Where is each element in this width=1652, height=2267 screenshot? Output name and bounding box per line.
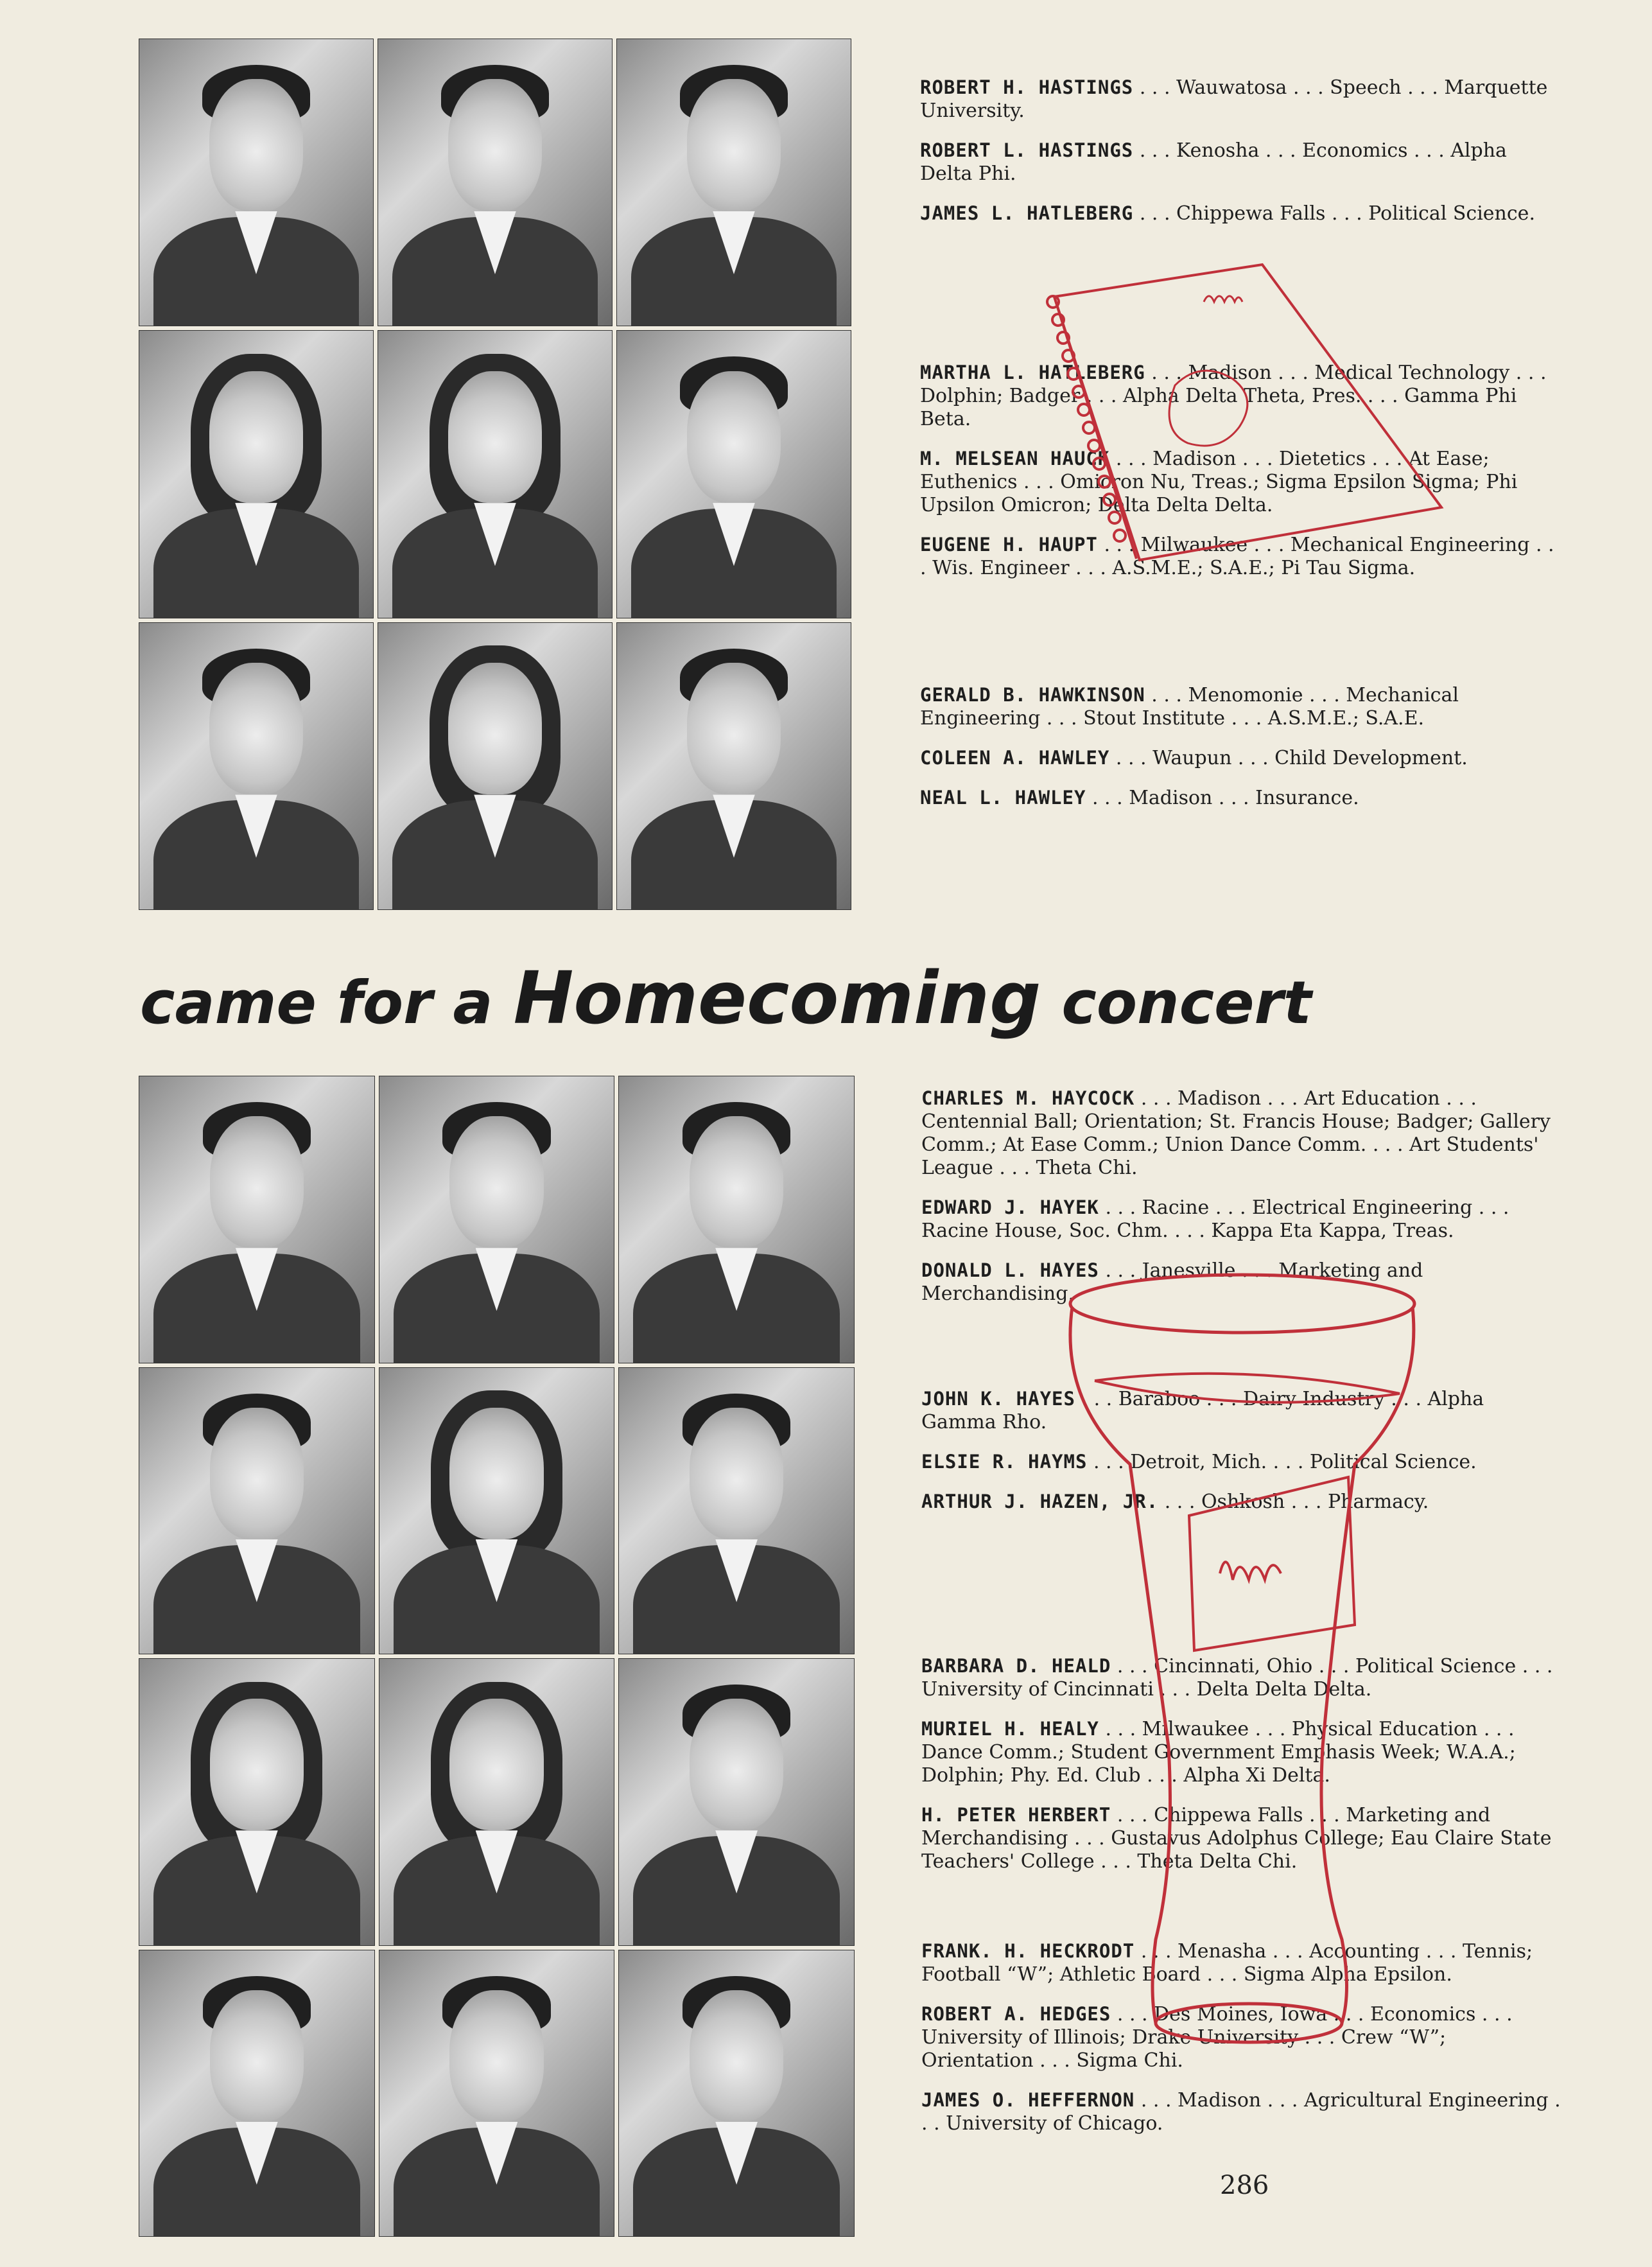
portrait-head xyxy=(210,1408,304,1539)
portrait-head xyxy=(690,1408,783,1539)
student-portrait xyxy=(618,1658,855,1946)
bio-entry: DONALD L. HAYES . . . Janesville . . . Marketing and Merchandising. xyxy=(921,1259,1423,1305)
portrait-head xyxy=(209,79,303,211)
portrait-head xyxy=(687,371,781,503)
student-portrait xyxy=(139,1367,375,1655)
top-bio-column-2 xyxy=(920,361,1560,580)
bio-entry: COLEEN A. HAWLEY . . . Waupun . . . Child Development. xyxy=(920,747,1468,769)
portrait-head xyxy=(210,1116,304,1248)
student-portrait xyxy=(378,39,613,326)
bio-entry: ARTHUR J. HAZEN, JR. . . . Oshkosh . . . Pharmacy. xyxy=(921,1491,1429,1513)
portrait-head xyxy=(449,1116,543,1248)
student-portrait xyxy=(379,1367,615,1655)
bottom-bio-column-2 xyxy=(921,1387,1561,1514)
student-portrait xyxy=(378,330,613,618)
bio-entry: ELSIE R. HAYMS . . . Detroit, Mich. . . . Political Science. xyxy=(921,1451,1477,1473)
bio-entry: EDWARD J. HAYEK . . . Racine . . . Electrical Engineering . . . Racine House, Soc. Chm. . . . Kappa Eta Kappa, Treas. xyxy=(921,1196,1509,1242)
top-bio-column xyxy=(920,76,1560,225)
bio-entry: CHARLES M. HAYCOCK . . . Madison . . . Art Education . . . Centennial Ball; Orientation; St. Francis House; Badger; Gallery Comm.; At Ease Comm.; Union Dance Comm. . . . Art Students' League . . . Theta Chi. xyxy=(921,1087,1551,1179)
bio-entry: BARBARA D. HEALD . . . Cincinnati, Ohio . . . Political Science . . . University of Cincinnati . . . Delta Delta Delta. xyxy=(921,1655,1553,1701)
bio-entry: FRANK. H. HECKRODT . . . Menasha . . . Accounting . . . Tennis; Football “W”; Athletic Board . . . Sigma Alpha Epsilon. xyxy=(921,1940,1533,1986)
portrait-head xyxy=(687,663,781,794)
portrait-head xyxy=(690,1699,783,1830)
student-portrait xyxy=(379,1658,615,1946)
student-portrait xyxy=(378,622,613,910)
portrait-head xyxy=(210,1699,304,1830)
portrait-head xyxy=(687,79,781,211)
top-portrait-grid xyxy=(139,39,851,910)
page-number: 286 xyxy=(1220,2171,1269,2200)
portrait-head xyxy=(448,663,542,794)
bio-entry: ROBERT A. HEDGES . . . Des Moines, Iowa . . . Economics . . . University of Illinois; Drake University . . . Crew “W”; Orientation . . . Sigma Chi. xyxy=(921,2003,1513,2072)
student-portrait xyxy=(139,622,374,910)
bio-entry: JOHN K. HAYES . . . Baraboo . . . Dairy Industry . . . Alpha Gamma Rho. xyxy=(921,1388,1484,1433)
bio-entry: JAMES L. HATLEBERG . . . Chippewa Falls . . . Political Science. xyxy=(920,202,1535,225)
top-bio-column-3 xyxy=(920,683,1560,810)
student-portrait xyxy=(616,39,851,326)
student-portrait xyxy=(616,330,851,618)
bio-entry: ROBERT H. HASTINGS . . . Wauwatosa . . . Speech . . . Marquette University. xyxy=(920,76,1548,122)
bottom-bio-column-3 xyxy=(921,1654,1561,1873)
portrait-head xyxy=(209,371,303,503)
section-heading: came for a Homecoming concert xyxy=(140,957,1312,1040)
portrait-head xyxy=(210,1990,304,2122)
student-portrait xyxy=(139,39,374,326)
bio-entry: MURIEL H. HEALY . . . Milwaukee . . . Physical Education . . . Dance Comm.; Student Government Emphasis Week; W.A.A.; Dolphin; Phy. Ed. Club . . . Alpha Xi Delta. xyxy=(921,1718,1516,1787)
student-portrait xyxy=(618,1367,855,1655)
portrait-head xyxy=(449,1408,543,1539)
bio-entry: JAMES O. HEFFERNON . . . Madison . . . Agricultural Engineering . . . University of Chicago. xyxy=(921,2089,1561,2135)
bottom-bio-column-4 xyxy=(921,1939,1561,2135)
portrait-head xyxy=(448,371,542,503)
student-portrait xyxy=(379,1950,615,2237)
student-portrait xyxy=(139,1950,375,2237)
student-portrait xyxy=(379,1076,615,1363)
bottom-portrait-grid xyxy=(139,1076,855,2237)
portrait-head xyxy=(449,1990,543,2122)
portrait-head xyxy=(448,79,542,211)
portrait-head xyxy=(209,663,303,794)
student-portrait xyxy=(139,330,374,618)
student-portrait xyxy=(139,1076,375,1363)
portrait-head xyxy=(690,1990,783,2122)
bio-entry: NEAL L. HAWLEY . . . Madison . . . Insurance. xyxy=(920,787,1359,809)
bio-entry: M. MELSEAN HAUCK . . . Madison . . . Dietetics . . . At Ease; Euthenics . . . Omicron Nu, Treas.; Sigma Epsilon Sigma; Phi Upsilon Omicron; Delta Delta Delta. xyxy=(920,448,1518,516)
student-portrait xyxy=(139,1658,375,1946)
portrait-head xyxy=(690,1116,783,1248)
bio-entry: MARTHA L. HATLEBERG . . . Madison . . . Medical Technology . . . Dolphin; Badger . . . Alpha Delta Theta, Pres. . . . Gamma Phi Beta. xyxy=(920,362,1547,430)
bio-group-1 xyxy=(920,76,1560,225)
student-portrait xyxy=(616,622,851,910)
bio-entry: ROBERT L. HASTINGS . . . Kenosha . . . Economics . . . Alpha Delta Phi. xyxy=(920,139,1507,185)
portrait-head xyxy=(449,1699,543,1830)
student-portrait xyxy=(618,1950,855,2237)
bottom-bio-column xyxy=(921,1087,1561,1306)
student-portrait xyxy=(618,1076,855,1363)
bio-entry: EUGENE H. HAUPT . . . Milwaukee . . . Mechanical Engineering . . . Wis. Engineer . . . A.S.M.E.; S.A.E.; Pi Tau Sigma. xyxy=(920,534,1554,579)
bio-entry: GERALD B. HAWKINSON . . . Menomonie . . . Mechanical Engineering . . . Stout Institute . . . A.S.M.E.; S.A.E. xyxy=(920,684,1459,730)
bio-entry: H. PETER HERBERT . . . Chippewa Falls . . . Marketing and Merchandising . . . Gustavus Adolphus College; Eau Claire State Teachers' College . . . Theta Delta Chi. xyxy=(921,1804,1552,1873)
